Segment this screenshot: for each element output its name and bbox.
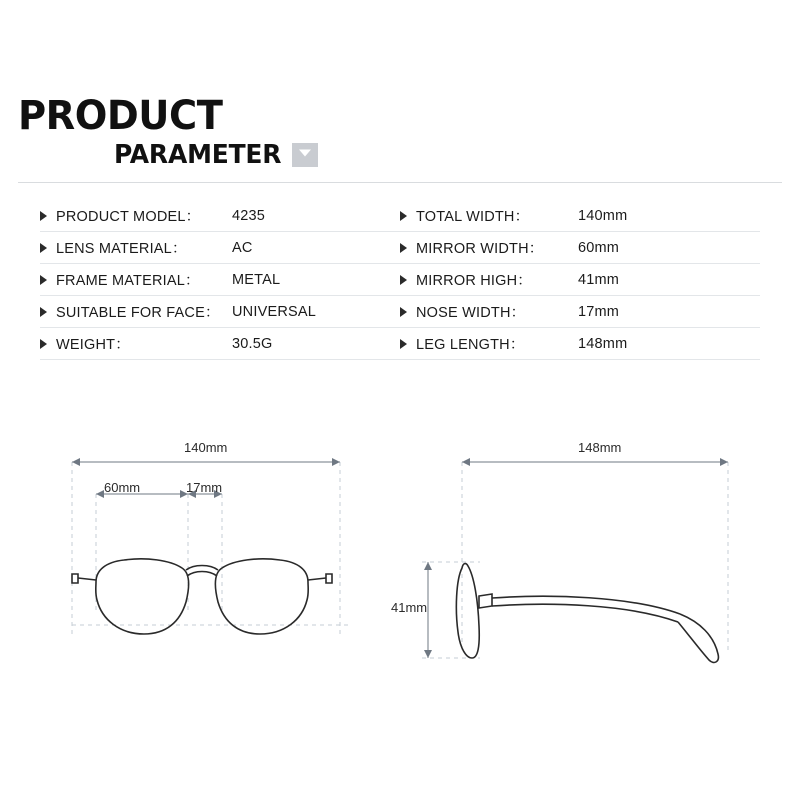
page-subtitle-row xyxy=(114,140,782,170)
triangle-bullet-icon xyxy=(400,275,416,285)
table-row xyxy=(400,264,760,296)
table-row xyxy=(40,264,400,296)
spec-label: MIRROR WIDTH： xyxy=(416,241,544,257)
spec-value: UNIVERSAL xyxy=(232,303,316,320)
front-view-diagram xyxy=(0,410,400,740)
triangle-bullet-icon xyxy=(40,307,56,317)
spec-label: PRODUCT MODEL： xyxy=(56,209,201,225)
triangle-bullet-icon xyxy=(40,243,56,253)
page-title: PRODUCT xyxy=(18,93,223,139)
spec-value: 41mm xyxy=(578,271,620,288)
page-header xyxy=(18,93,782,170)
total-width-dimension xyxy=(72,458,340,466)
page-subtitle: PARAMETER xyxy=(114,140,282,170)
table-row xyxy=(400,296,760,328)
triangle-bullet-icon xyxy=(40,275,56,285)
leg-length-label: 148mm xyxy=(578,440,622,455)
nose-width-label: 17mm xyxy=(186,480,223,495)
spec-label: SUITABLE FOR FACE： xyxy=(56,305,220,321)
glasses-side-illustration xyxy=(456,564,718,663)
table-row xyxy=(400,200,760,232)
table-row xyxy=(400,232,760,264)
spec-value: 60mm xyxy=(578,239,620,256)
table-row xyxy=(40,200,400,232)
spec-column-right xyxy=(400,200,760,360)
table-row xyxy=(40,232,400,264)
spec-column-left xyxy=(40,200,400,360)
triangle-bullet-icon xyxy=(400,243,416,253)
spec-table xyxy=(40,200,760,360)
triangle-bullet-icon xyxy=(40,211,56,221)
spec-value: 30.5G xyxy=(232,335,273,352)
leg-length-dimension xyxy=(462,458,728,466)
table-row xyxy=(40,328,400,360)
spec-value: 140mm xyxy=(578,207,628,224)
chevron-down-icon xyxy=(292,143,318,167)
spec-label: LEG LENGTH： xyxy=(416,337,525,353)
header-divider xyxy=(18,182,782,183)
spec-label: TOTAL WIDTH： xyxy=(416,209,530,225)
spec-value: 17mm xyxy=(578,303,620,320)
triangle-bullet-icon xyxy=(40,339,56,349)
table-row xyxy=(400,328,760,360)
spec-label: WEIGHT： xyxy=(56,337,130,353)
spec-label: MIRROR HIGH： xyxy=(416,273,532,289)
spec-value: 148mm xyxy=(578,335,628,352)
triangle-bullet-icon xyxy=(400,211,416,221)
dimension-diagrams xyxy=(0,410,800,740)
table-row xyxy=(40,296,400,328)
spec-label: NOSE WIDTH： xyxy=(416,305,526,321)
spec-value: AC xyxy=(232,239,253,256)
spec-value: 4235 xyxy=(232,207,266,224)
mirror-width-label: 60mm xyxy=(104,480,141,495)
glasses-front-illustration xyxy=(72,559,332,634)
mirror-high-label: 41mm xyxy=(391,600,428,615)
side-view-diagram xyxy=(400,410,800,740)
spec-label: FRAME MATERIAL： xyxy=(56,273,200,289)
spec-label: LENS MATERIAL： xyxy=(56,241,187,257)
spec-value: METAL xyxy=(232,271,281,288)
triangle-bullet-icon xyxy=(400,307,416,317)
triangle-bullet-icon xyxy=(400,339,416,349)
total-width-label: 140mm xyxy=(184,440,228,455)
